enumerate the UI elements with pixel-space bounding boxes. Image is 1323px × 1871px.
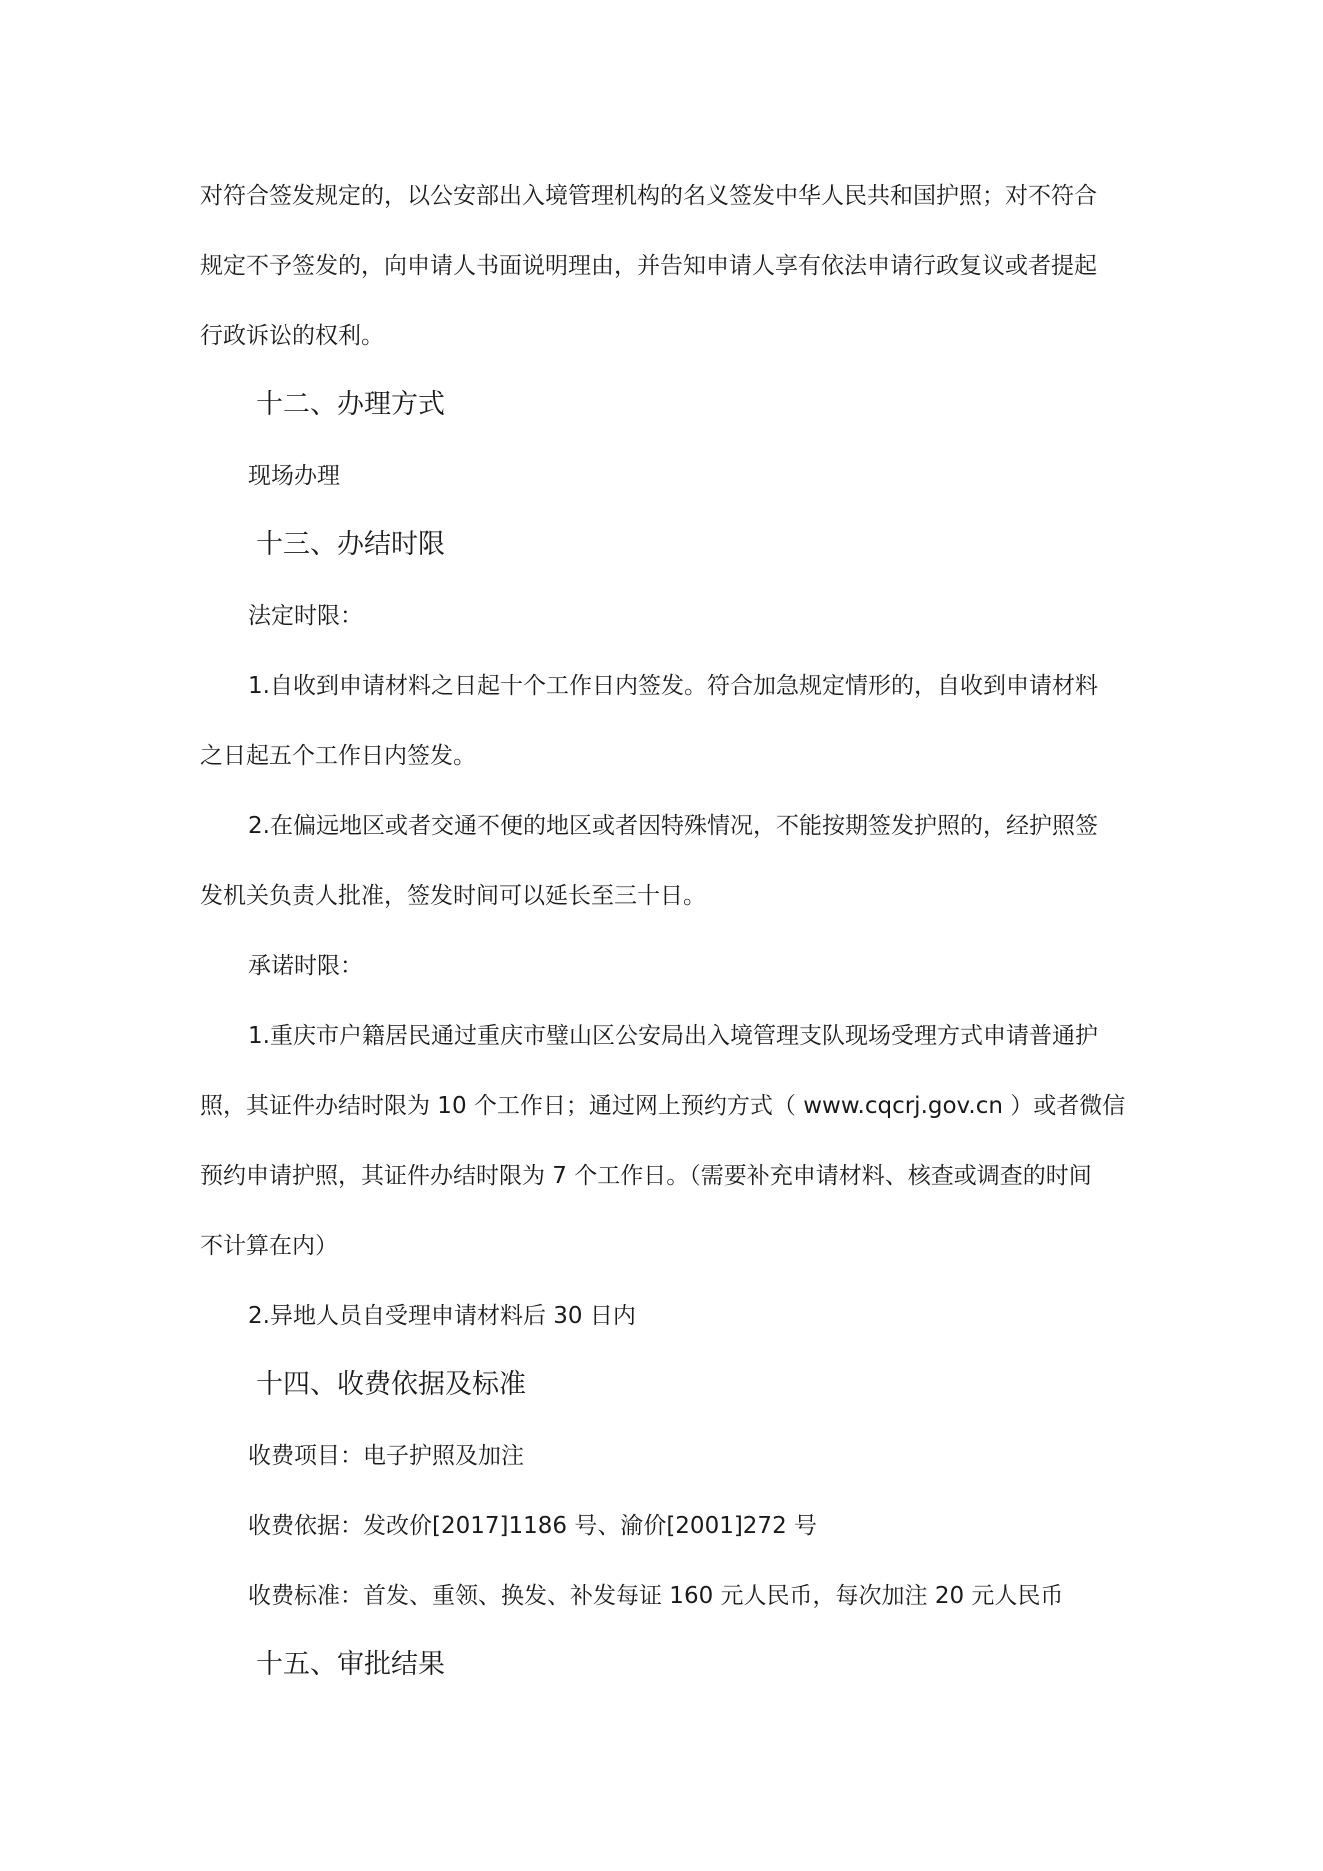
section-heading: 十二、办理方式 (256, 389, 445, 420)
paragraph-line: 1.重庆市户籍居民通过重庆市璧山区公安局出入境管理支队现场受理方式申请普通护 (248, 1023, 1098, 1049)
paragraph-line: 收费项目：电子护照及加注 (248, 1443, 524, 1469)
paragraph-line: 之日起五个工作日内签发。 (200, 743, 476, 769)
paragraph-line: 发机关负责人批准，签发时间可以延长至三十日。 (200, 883, 706, 909)
paragraph-line: 预约申请护照，其证件办结时限为 7 个工作日。（需要补充申请材料、核查或调查的时间 (200, 1163, 1092, 1189)
paragraph-line: 收费依据：发改价[2017]1186 号、渝价[2001]272 号 (248, 1513, 818, 1539)
section-heading: 十五、审批结果 (256, 1649, 445, 1680)
paragraph-line: 2.在偏远地区或者交通不便的地区或者因特殊情况，不能按期签发护照的，经护照签 (248, 813, 1098, 839)
paragraph-line: 2.异地人员自受理申请材料后 30 日内 (248, 1303, 636, 1329)
paragraph-line: 法定时限： (248, 603, 363, 629)
paragraph-line: 收费标准：首发、重领、换发、补发每证 160 元人民币，每次加注 20 元人民币 (248, 1583, 1064, 1609)
paragraph-line: 承诺时限： (248, 953, 363, 979)
paragraph-line: 行政诉讼的权利。 (200, 323, 384, 349)
paragraph-line: 不计算在内） (200, 1233, 338, 1259)
paragraph-line: 对符合签发规定的，以公安部出入境管理机构的名义签发中华人民共和国护照；对不符合 (200, 183, 1097, 209)
paragraph-line: 现场办理 (248, 463, 340, 489)
section-heading: 十三、办结时限 (256, 529, 445, 560)
paragraph-line: 规定不予签发的，向申请人书面说明理由，并告知申请人享有依法申请行政复议或者提起 (200, 253, 1097, 279)
paragraph-line: 1.自收到申请材料之日起十个工作日内签发。符合加急规定情形的，自收到申请材料 (248, 673, 1098, 699)
paragraph-line: 照，其证件办结时限为 10 个工作日；通过网上预约方式（ www.cqcrj.gov.cn ）或者微信 (200, 1093, 1126, 1119)
section-heading: 十四、收费依据及标准 (256, 1369, 526, 1400)
